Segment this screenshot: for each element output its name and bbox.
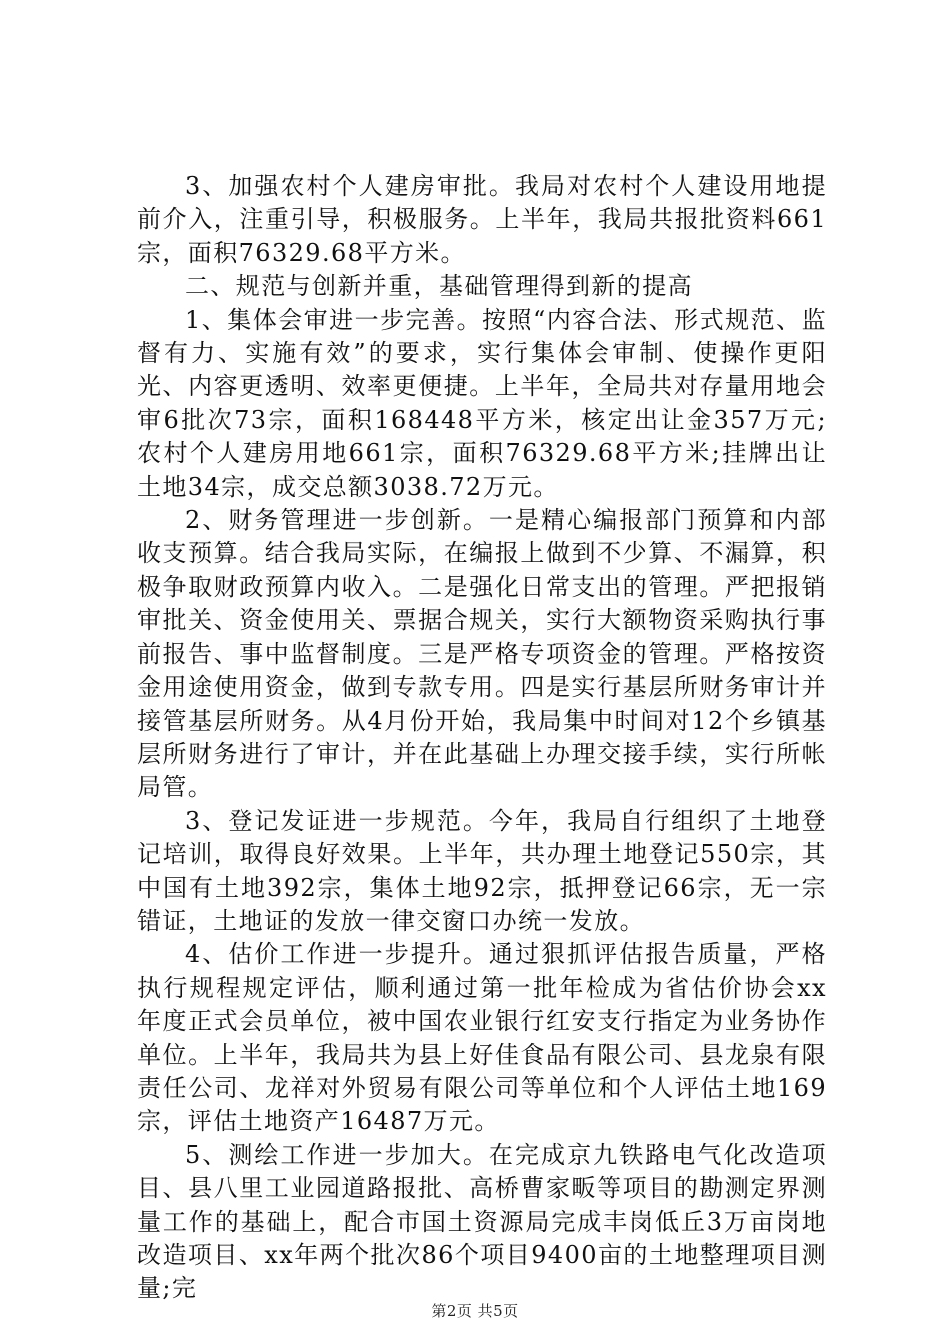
paragraph-registration-certification: 3、登记发证进一步规范。今年，我局自行组织了土地登记培训，取得良好效果。上半年，共办理土地登记550宗，其中国有土地392宗，集体土地92宗，抵押登记66宗，无一宗错证，土地证的发放一律交窗口办统一发放。 (137, 806, 827, 935)
paragraph-financial-management: 2、财务管理进一步创新。一是精心编报部门预算和内部收支预算。结合我局实际，在编报上做到不少算、不漏算，积极争取财政预算内收入。二是强化日常支出的管理。严把报销审批关、资金使用关、票据合规关，实行大额物资采购执行事前报告、事中监督制度。三是严格专项资金的管理。严格按资金用途使用资金，做到专款专用。四是实行基层所财务审计并接管基层所财务。从4月份开始，我局集中时间对12个乡镇基层所财务进行了审计，并在此基础上办理交接手续，实行所帐局管。 (137, 506, 827, 802)
paragraph-rural-housing-approval: 3、加强农村个人建房审批。我局对农村个人建设用地提前介入，注重引导，积极服务。上半年，我局共报批资料661宗，面积76329.68平方米。 (137, 172, 827, 267)
section-heading-2: 二、规范与创新并重，基础管理得到新的提高 (185, 272, 693, 301)
paragraph-surveying-work: 5、测绘工作进一步加大。在完成京九铁路电气化改造项目、县八里工业园道路报批、高桥曹家畈等项目的勘测定界测量工作的基础上，配合市国土资源局完成丰岗低丘3万亩岗地改造项目、xx年两个批次86个项目9400亩的土地整理项目测量;完 (137, 1140, 827, 1303)
document-body (137, 170, 827, 1306)
paragraph-appraisal-work: 4、估价工作进一步提升。通过狠抓评估报告质量，严格执行规程规定评估，顺利通过第一批年检成为省估价协会xx年度正式会员单位，被中国农业银行红安支行指定为业务协作单位。上半年，我局共为县上好佳食品有限公司、县龙泉有限责任公司、龙祥对外贸易有限公司等单位和个人评估土地169宗，评估土地资产16487万元。 (137, 940, 827, 1136)
paragraph-collective-review: 1、集体会审进一步完善。按照“内容合法、形式规范、监督有力、实施有效”的要求，实行集体会审制、使操作更阳光、内容更透明、效率更便捷。上半年，全局共对存量用地会审6批次73宗，面积168448平方米，核定出让金357万元;农村个人建房用地661宗，面积76329.68平方米;挂牌出让土地34宗，成交总额3038.72万元。 (137, 305, 827, 501)
page-footer: 第2页 共5页 (431, 1302, 519, 1320)
